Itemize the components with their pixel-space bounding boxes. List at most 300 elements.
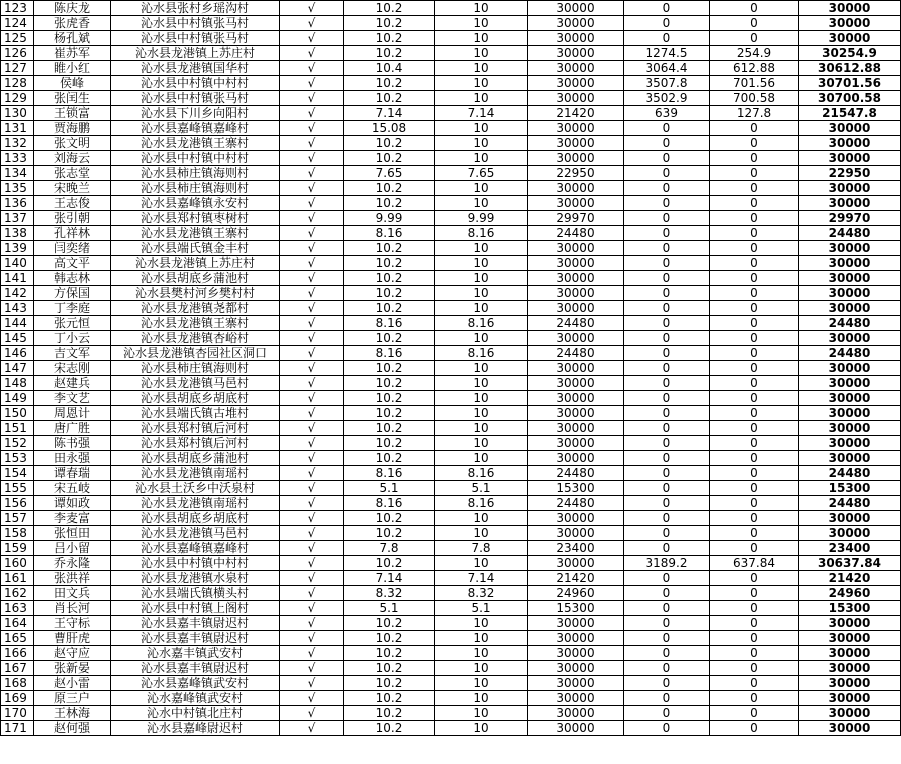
subsidy-area: 10 [435,61,528,76]
table-row [1,121,901,136]
address: 沁水县龙港镇王寨村 [111,136,280,151]
person-name: 王守标 [34,616,111,631]
address: 沁水县嘉丰镇尉迟村 [111,616,280,631]
person-name: 睢小红 [34,61,111,76]
extra-subsidy: 0 [710,451,799,466]
check-mark: √ [280,541,344,556]
area-value: 10.2 [344,301,435,316]
area-value: 10.2 [344,391,435,406]
person-name: 谭春瑞 [34,466,111,481]
check-mark: √ [280,631,344,646]
extra-amount: 0 [624,151,710,166]
table-row [1,31,901,46]
check-mark: √ [280,586,344,601]
subsidy-area: 10 [435,451,528,466]
person-name: 闫奕绪 [34,241,111,256]
check-mark: √ [280,616,344,631]
person-name: 田文兵 [34,586,111,601]
person-name: 李麦富 [34,511,111,526]
extra-amount: 0 [624,136,710,151]
area-value: 10.2 [344,181,435,196]
extra-amount: 0 [624,601,710,616]
extra-amount: 0 [624,1,710,16]
address: 沁水县端氏镇古堆村 [111,406,280,421]
row-number: 171 [1,721,34,736]
extra-subsidy: 0 [710,676,799,691]
total-amount: 24480 [799,226,901,241]
row-number: 128 [1,76,34,91]
extra-amount: 0 [624,496,710,511]
extra-amount: 0 [624,211,710,226]
person-name: 韩志林 [34,271,111,286]
extra-subsidy: 0 [710,361,799,376]
extra-subsidy: 0 [710,241,799,256]
row-number: 158 [1,526,34,541]
check-mark: √ [280,316,344,331]
extra-amount: 0 [624,661,710,676]
check-mark: √ [280,481,344,496]
total-amount: 30000 [799,511,901,526]
check-mark: √ [280,61,344,76]
extra-amount: 3064.4 [624,61,710,76]
check-mark: √ [280,346,344,361]
base-amount: 30000 [528,616,624,631]
check-mark: √ [280,196,344,211]
area-value: 10.2 [344,556,435,571]
address: 沁水县郑村镇后河村 [111,436,280,451]
address: 沁水县樊村河乡樊村村 [111,286,280,301]
area-value: 8.16 [344,466,435,481]
total-amount: 30000 [799,646,901,661]
subsidy-area: 10 [435,526,528,541]
extra-subsidy: 0 [710,721,799,736]
check-mark: √ [280,331,344,346]
subsidy-area: 7.65 [435,166,528,181]
area-value: 10.2 [344,526,435,541]
base-amount: 22950 [528,166,624,181]
extra-subsidy: 0 [710,706,799,721]
address: 沁水县嘉峰镇嘉峰村 [111,541,280,556]
base-amount: 30000 [528,91,624,106]
total-amount: 30000 [799,181,901,196]
extra-amount: 0 [624,226,710,241]
base-amount: 15300 [528,601,624,616]
area-value: 10.2 [344,271,435,286]
base-amount: 30000 [528,31,624,46]
subsidy-area: 10 [435,391,528,406]
person-name: 张闰生 [34,91,111,106]
address: 沁水县龙港镇国华村 [111,61,280,76]
base-amount: 15300 [528,481,624,496]
check-mark: √ [280,706,344,721]
person-name: 张志堂 [34,166,111,181]
extra-subsidy: 0 [710,526,799,541]
table-row [1,256,901,271]
row-number: 165 [1,631,34,646]
area-value: 10.2 [344,331,435,346]
area-value: 10.2 [344,136,435,151]
person-name: 王志俊 [34,196,111,211]
total-amount: 30000 [799,151,901,166]
base-amount: 24960 [528,586,624,601]
extra-amount: 0 [624,631,710,646]
check-mark: √ [280,361,344,376]
address: 沁水县下川乡向阳村 [111,106,280,121]
row-number: 140 [1,256,34,271]
row-number: 123 [1,1,34,16]
extra-amount: 0 [624,586,710,601]
address: 沁水县胡底乡蒲池村 [111,271,280,286]
area-value: 10.2 [344,256,435,271]
address: 沁水县龙港镇杏园社区洞口 [111,346,280,361]
address: 沁水县龙港镇南瑶村 [111,466,280,481]
address: 沁水县郑村镇枣树村 [111,211,280,226]
table-row [1,661,901,676]
address: 沁水县龙港镇上苏庄村 [111,46,280,61]
table-row [1,556,901,571]
total-amount: 30000 [799,331,901,346]
check-mark: √ [280,691,344,706]
check-mark: √ [280,211,344,226]
total-amount: 30000 [799,196,901,211]
subsidy-area: 10 [435,271,528,286]
area-value: 10.2 [344,76,435,91]
total-amount: 30000 [799,136,901,151]
table-row [1,376,901,391]
extra-amount: 0 [624,526,710,541]
extra-subsidy: 0 [710,571,799,586]
subsidy-area: 10 [435,376,528,391]
total-amount: 30000 [799,391,901,406]
person-name: 丁小云 [34,331,111,346]
area-value: 10.2 [344,691,435,706]
table-row [1,586,901,601]
extra-subsidy: 0 [710,481,799,496]
check-mark: √ [280,391,344,406]
extra-amount: 0 [624,121,710,136]
total-amount: 30000 [799,301,901,316]
extra-subsidy: 0 [710,196,799,211]
area-value: 10.2 [344,196,435,211]
area-value: 10.2 [344,661,435,676]
check-mark: √ [280,151,344,166]
row-number: 146 [1,346,34,361]
subsidy-area: 10 [435,556,528,571]
check-mark: √ [280,46,344,61]
row-number: 166 [1,646,34,661]
table-row [1,151,901,166]
base-amount: 30000 [528,241,624,256]
row-number: 139 [1,241,34,256]
address: 沁水县中村镇张马村 [111,91,280,106]
person-name: 宋晚兰 [34,181,111,196]
extra-subsidy: 0 [710,586,799,601]
base-amount: 30000 [528,436,624,451]
address: 沁水县中村镇张马村 [111,31,280,46]
extra-amount: 0 [624,436,710,451]
subsidy-area: 10 [435,241,528,256]
base-amount: 30000 [528,361,624,376]
row-number: 133 [1,151,34,166]
row-number: 155 [1,481,34,496]
subsidy-area: 10 [435,646,528,661]
area-value: 10.2 [344,676,435,691]
base-amount: 24480 [528,496,624,511]
person-name: 杨孔斌 [34,31,111,46]
row-number: 143 [1,301,34,316]
extra-subsidy: 0 [710,331,799,346]
person-name: 王林海 [34,706,111,721]
extra-amount: 0 [624,721,710,736]
check-mark: √ [280,106,344,121]
table-row [1,301,901,316]
table-row [1,196,901,211]
area-value: 10.2 [344,31,435,46]
extra-subsidy: 0 [710,511,799,526]
total-amount: 30000 [799,421,901,436]
person-name: 赵小雷 [34,676,111,691]
base-amount: 30000 [528,511,624,526]
address: 沁水县嘉峰镇武安村 [111,676,280,691]
extra-amount: 0 [624,646,710,661]
extra-subsidy: 0 [710,436,799,451]
check-mark: √ [280,301,344,316]
total-amount: 30000 [799,451,901,466]
base-amount: 30000 [528,256,624,271]
extra-amount: 0 [624,406,710,421]
person-name: 陈庆龙 [34,1,111,16]
base-amount: 24480 [528,226,624,241]
base-amount: 30000 [528,676,624,691]
address: 沁水县柿庄镇海则村 [111,166,280,181]
address: 沁水县嘉丰镇尉迟村 [111,631,280,646]
address: 沁水县龙港镇王寨村 [111,226,280,241]
area-value: 15.08 [344,121,435,136]
total-amount: 30000 [799,406,901,421]
base-amount: 30000 [528,451,624,466]
person-name: 陈书强 [34,436,111,451]
address: 沁水县胡底乡蒲池村 [111,451,280,466]
area-value: 10.2 [344,286,435,301]
area-value: 10.2 [344,91,435,106]
total-amount: 30637.84 [799,556,901,571]
extra-subsidy: 637.84 [710,556,799,571]
extra-subsidy: 0 [710,541,799,556]
table-row [1,166,901,181]
person-name: 贾海鹏 [34,121,111,136]
extra-subsidy: 0 [710,496,799,511]
address: 沁水县柿庄镇海则村 [111,361,280,376]
address: 沁水县郑村镇后河村 [111,421,280,436]
person-name: 张洪祥 [34,571,111,586]
total-amount: 30000 [799,721,901,736]
address: 沁水县中村镇中村村 [111,556,280,571]
area-value: 10.2 [344,511,435,526]
row-number: 154 [1,466,34,481]
address: 沁水县中村镇上阁村 [111,601,280,616]
base-amount: 30000 [528,181,624,196]
extra-subsidy: 0 [710,661,799,676]
base-amount: 30000 [528,271,624,286]
total-amount: 21547.8 [799,106,901,121]
total-amount: 30000 [799,1,901,16]
check-mark: √ [280,661,344,676]
area-value: 10.2 [344,361,435,376]
subsidy-area: 10 [435,151,528,166]
total-amount: 30000 [799,16,901,31]
area-value: 10.2 [344,616,435,631]
subsidy-area: 10 [435,286,528,301]
row-number: 168 [1,676,34,691]
address: 沁水县龙港镇水泉村 [111,571,280,586]
address: 沁水嘉丰镇武安村 [111,646,280,661]
total-amount: 21420 [799,571,901,586]
address: 沁水县龙港镇王寨村 [111,316,280,331]
person-name: 肖长河 [34,601,111,616]
area-value: 10.4 [344,61,435,76]
extra-subsidy: 0 [710,181,799,196]
extra-subsidy: 0 [710,646,799,661]
total-amount: 24480 [799,466,901,481]
address: 沁水县龙港镇上苏庄村 [111,256,280,271]
address: 沁水县龙港镇马邑村 [111,376,280,391]
row-number: 160 [1,556,34,571]
extra-amount: 1274.5 [624,46,710,61]
subsidy-area: 8.16 [435,346,528,361]
address: 沁水县中村镇中村村 [111,151,280,166]
area-value: 10.2 [344,376,435,391]
person-name: 张虎香 [34,16,111,31]
extra-subsidy: 0 [710,631,799,646]
extra-subsidy: 0 [710,136,799,151]
extra-amount: 0 [624,286,710,301]
extra-amount: 0 [624,421,710,436]
extra-amount: 0 [624,331,710,346]
extra-amount: 0 [624,466,710,481]
row-number: 145 [1,331,34,346]
check-mark: √ [280,496,344,511]
check-mark: √ [280,76,344,91]
address: 沁水嘉峰镇武安村 [111,691,280,706]
area-value: 8.16 [344,346,435,361]
check-mark: √ [280,571,344,586]
subsidy-area: 10 [435,406,528,421]
check-mark: √ [280,451,344,466]
area-value: 8.32 [344,586,435,601]
extra-subsidy: 0 [710,226,799,241]
check-mark: √ [280,466,344,481]
extra-subsidy: 127.8 [710,106,799,121]
extra-amount: 3502.9 [624,91,710,106]
base-amount: 30000 [528,301,624,316]
subsidy-area: 7.8 [435,541,528,556]
person-name: 田永强 [34,451,111,466]
table-row [1,676,901,691]
row-number: 152 [1,436,34,451]
extra-amount: 0 [624,451,710,466]
check-mark: √ [280,121,344,136]
subsidy-area: 10 [435,121,528,136]
table-row [1,646,901,661]
extra-amount: 0 [624,181,710,196]
extra-subsidy: 0 [710,421,799,436]
extra-amount: 0 [624,271,710,286]
extra-subsidy: 0 [710,346,799,361]
total-amount: 30000 [799,616,901,631]
extra-subsidy: 0 [710,691,799,706]
total-amount: 30000 [799,691,901,706]
address: 沁水县中村镇中村村 [111,76,280,91]
extra-subsidy: 0 [710,166,799,181]
check-mark: √ [280,511,344,526]
total-amount: 30000 [799,526,901,541]
row-number: 149 [1,391,34,406]
subsidy-area: 10 [435,421,528,436]
base-amount: 30000 [528,121,624,136]
extra-amount: 0 [624,616,710,631]
total-amount: 24480 [799,346,901,361]
extra-amount: 0 [624,706,710,721]
base-amount: 30000 [528,721,624,736]
base-amount: 29970 [528,211,624,226]
extra-subsidy: 0 [710,16,799,31]
address: 沁水县张村乡瑶沟村 [111,1,280,16]
extra-amount: 0 [624,481,710,496]
row-number: 147 [1,361,34,376]
person-name: 赵建兵 [34,376,111,391]
person-name: 唐广胜 [34,421,111,436]
check-mark: √ [280,286,344,301]
row-number: 127 [1,61,34,76]
check-mark: √ [280,646,344,661]
extra-subsidy: 0 [710,301,799,316]
person-name: 宋志刚 [34,361,111,376]
subsidy-area: 10 [435,436,528,451]
base-amount: 30000 [528,76,624,91]
row-number: 163 [1,601,34,616]
area-value: 5.1 [344,481,435,496]
check-mark: √ [280,406,344,421]
subsidy-area: 10 [435,676,528,691]
extra-amount: 0 [624,676,710,691]
table-row [1,331,901,346]
subsidy-area: 10 [435,256,528,271]
subsidy-area: 10 [435,661,528,676]
person-name: 张文明 [34,136,111,151]
subsidy-area: 5.1 [435,601,528,616]
base-amount: 30000 [528,61,624,76]
base-amount: 30000 [528,16,624,31]
extra-amount: 639 [624,106,710,121]
person-name: 方保国 [34,286,111,301]
row-number: 130 [1,106,34,121]
check-mark: √ [280,91,344,106]
table-row [1,601,901,616]
row-number: 167 [1,661,34,676]
subsidy-area: 10 [435,511,528,526]
row-number: 162 [1,586,34,601]
row-number: 134 [1,166,34,181]
check-mark: √ [280,16,344,31]
person-name: 张新晏 [34,661,111,676]
table-row [1,61,901,76]
person-name: 崔苏军 [34,46,111,61]
base-amount: 30000 [528,421,624,436]
base-amount: 30000 [528,631,624,646]
table-row [1,421,901,436]
extra-amount: 0 [624,376,710,391]
base-amount: 30000 [528,646,624,661]
